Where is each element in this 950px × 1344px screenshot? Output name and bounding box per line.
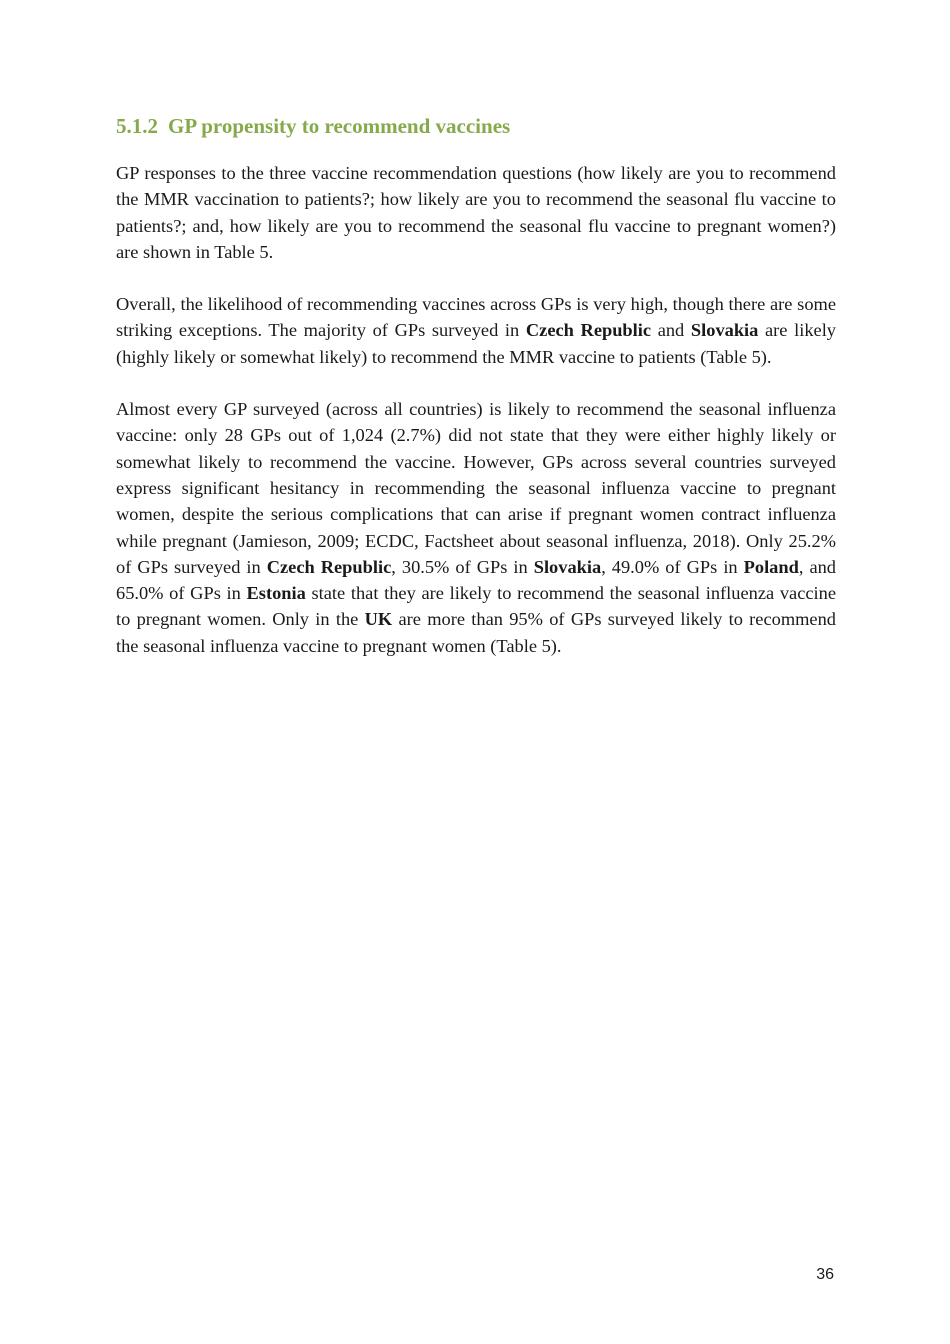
page-content (116, 112, 836, 685)
paragraph-text: GP responses to the three vaccine recommendation questions (how likely are you to recommend the MMR vaccination to patients?; how likely are you to recommend the seasonal flu vaccine to patients?; and, how likely are you to recommend the seasonal flu vaccine to pregnant women?) are shown in Table 5. (116, 163, 836, 262)
paragraph-3 (116, 396, 836, 659)
section-heading (116, 112, 836, 140)
paragraph-text: and (651, 320, 691, 341)
country-slovakia: Slovakia (690, 320, 759, 341)
country-estonia: Estonia (246, 583, 306, 604)
paragraph-text: state that they are likely to recommend the seasonal influenza vaccine to pregnant women. Only in the (116, 583, 836, 630)
country-czech-republic: Czech Republic (266, 556, 392, 577)
paragraph-text: , and 65.0% of GPs in (116, 556, 837, 604)
section-number: 5.1.2 (116, 114, 158, 138)
section-title: GP propensity to recommend vaccines (168, 114, 511, 138)
page-number: 36 (816, 1266, 834, 1283)
country-slovakia: Slovakia (533, 556, 602, 577)
country-uk: UK (364, 609, 393, 630)
country-poland: Poland (743, 556, 799, 577)
paragraph-text: , 30.5% of GPs in (391, 556, 534, 577)
paragraph-text: Overall, the likelihood of recommending vaccines across GPs is very high, though there are some striking exceptions. The majority of GPs surveyed in (116, 294, 836, 341)
paragraph-text: are likely (highly likely or somewhat likely) to recommend the MMR vaccine to patients (Table 5). (116, 320, 837, 367)
paragraph-text: Almost every GP surveyed (across all countries) is likely to recommend the seasonal influenza vaccine: only 28 GPs out of 1,024 (2.7%) did not state that they were either highly likely or somewhat likely to recommend the vaccine. However, GPs across several countries surveyed express significant hesitancy in recommending the seasonal influenza vaccine to pregnant women, despite the serious complications that can arise if pregnant women contract influenza while pregnant (Jamieson, 2009; ECDC, Factsheet about seasonal influenza, 2018). Only 25.2% of GPs surveyed in (116, 399, 836, 577)
country-czech-republic: Czech Republic (525, 320, 652, 341)
paragraph-text: are more than 95% of GPs surveyed likely to recommend the seasonal influenza vaccine to pregnant women (Table 5). (116, 609, 836, 656)
paragraph-text: , 49.0% of GPs in (601, 556, 744, 577)
paragraph-2 (116, 291, 836, 370)
paragraph-1 (116, 160, 836, 265)
